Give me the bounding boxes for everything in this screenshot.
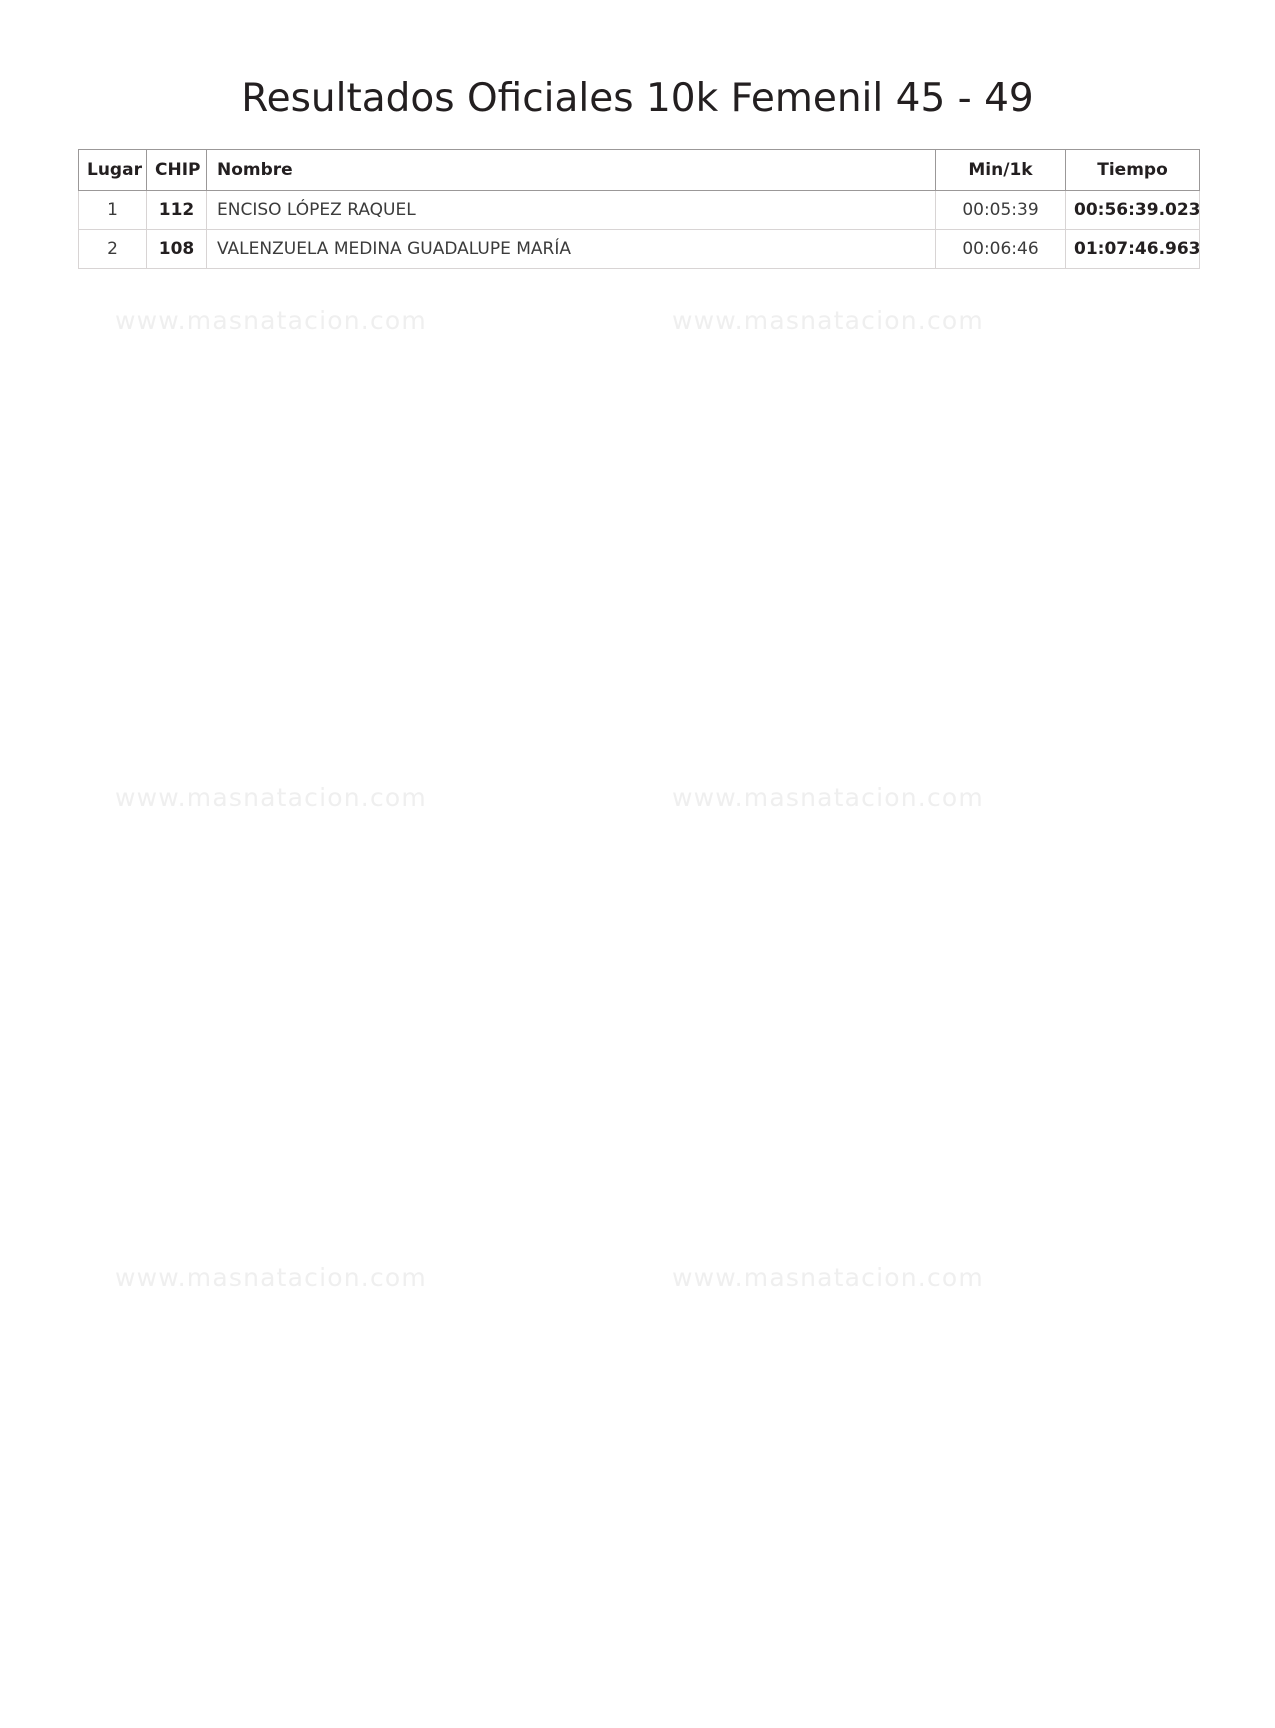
watermark-layer	[0, 78, 1275, 1728]
table-body	[79, 190, 1200, 268]
results-table-container	[78, 149, 1200, 269]
watermark-text: www.masnatacion.com	[115, 783, 427, 812]
cell-lugar: 2	[79, 229, 147, 268]
page-title: Resultados Oficiales 10k Femenil 45 - 49	[241, 76, 1034, 121]
table-header-row	[79, 149, 1200, 190]
cell-lugar: 1	[79, 190, 147, 229]
table-row	[79, 190, 1200, 229]
column-header-chip: CHIP	[147, 149, 207, 190]
table-row	[79, 229, 1200, 268]
cell-tiempo: 00:56:39.023	[1066, 190, 1200, 229]
cell-nombre: VALENZUELA MEDINA GUADALUPE MARÍA	[207, 229, 936, 268]
column-header-tiempo: Tiempo	[1066, 149, 1200, 190]
cell-chip: 108	[147, 229, 207, 268]
column-header-min1k: Min/1k	[936, 149, 1066, 190]
column-header-lugar: Lugar	[79, 149, 147, 190]
column-header-nombre: Nombre	[207, 149, 936, 190]
cell-min1k: 00:05:39	[936, 190, 1066, 229]
table-header	[79, 149, 1200, 190]
cell-min1k: 00:06:46	[936, 229, 1066, 268]
watermark-text: www.masnatacion.com	[672, 783, 984, 812]
watermark-text: www.masnatacion.com	[115, 306, 427, 335]
cell-nombre: ENCISO LÓPEZ RAQUEL	[207, 190, 936, 229]
cell-tiempo: 01:07:46.963	[1066, 229, 1200, 268]
results-table	[78, 149, 1200, 269]
watermark-text: www.masnatacion.com	[115, 1263, 427, 1292]
cell-chip: 112	[147, 190, 207, 229]
watermark-text: www.masnatacion.com	[672, 306, 984, 335]
document-page	[0, 78, 1275, 269]
watermark-text: www.masnatacion.com	[672, 1263, 984, 1292]
